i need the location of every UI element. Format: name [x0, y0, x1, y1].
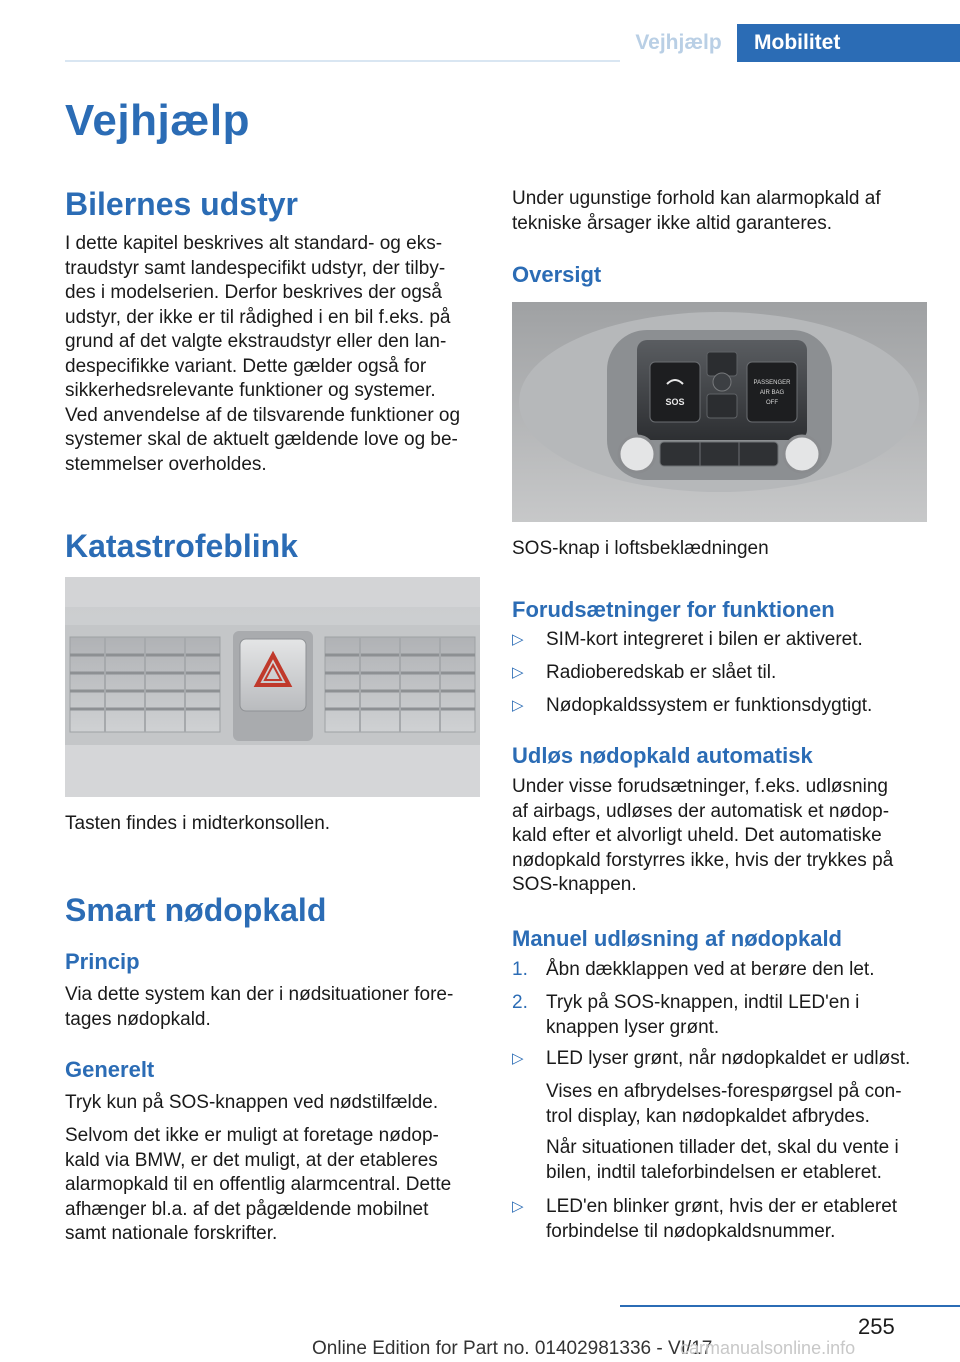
text-line: Vises en afbrydelses-forespørgsel på con‐: [546, 1081, 902, 1102]
text-line: grund af det valgte ekstraudstyr eller den lan‐: [65, 331, 447, 352]
equipment-paragraph: [65, 232, 483, 477]
prereq-item: [512, 661, 932, 687]
text-line: Selvom det ikke er muligt at foretage nødop‐: [65, 1125, 439, 1146]
text-line: afhænger bl.a. af det pågældende mobilnet: [65, 1198, 429, 1220]
passenger-airbag-indicator: [747, 362, 797, 422]
text-line: I dette kapitel beskrives alt standard- og eks‐: [65, 233, 443, 254]
watermark-text: carmanualsonline.info: [680, 1338, 856, 1358]
heading-generelt: Generelt: [65, 1057, 155, 1082]
result-subitem: [512, 1136, 932, 1186]
prereq-text: Radioberedskab er slået til.: [546, 662, 777, 683]
heading-forudsaetninger: Forudsætninger for funktionen: [512, 597, 835, 622]
step-text: [546, 991, 936, 1040]
text-line: kald via BMW, er det muligt, at der etableres: [65, 1149, 438, 1171]
text-line: Via dette system kan der i nødsituationer fore‐: [65, 984, 454, 1005]
intro-paragraph: [512, 187, 932, 236]
text-line: Når situationen tillader det, skal du vente i: [546, 1137, 899, 1158]
heading-bilernes-udstyr: Bilernes udstyr: [65, 186, 298, 222]
auto-paragraph: [512, 775, 932, 898]
triangle-bullet-icon: ▷: [512, 1050, 524, 1067]
text-line: nødopkald forstyrres ikke, hvis der trykkes på: [512, 849, 894, 871]
text-line: tekniske årsager ikke altid garanteres.: [512, 212, 832, 234]
hazard-console-illustration: [65, 577, 480, 797]
heading-katastrofeblink: Katastrofeblink: [65, 528, 298, 564]
triangle-bullet-icon: ▷: [512, 631, 524, 648]
result-item: [512, 1047, 932, 1073]
chapter-title: Vejhjælp: [65, 96, 250, 145]
hazard-button-image: [65, 577, 480, 797]
heading-oversigt: Oversigt: [512, 262, 602, 287]
tab-vejhjaelp[interactable]: Vejhjælp: [620, 24, 737, 62]
overview-caption: SOS-knap i loftsbeklædningen: [512, 538, 769, 559]
footer-rule: [620, 1305, 960, 1307]
text-line: despecifikke variant. Dette gælder også for: [65, 355, 427, 377]
heading-udlos-automatisk: Udløs nødopkald automatisk: [512, 743, 813, 768]
text-line: knappen lyser grønt.: [546, 1016, 720, 1038]
heading-smart-nodopkald: Smart nødopkald: [65, 892, 327, 928]
result-text: [546, 1136, 936, 1185]
text-line: Under ugunstige forhold kan alarmopkald af: [512, 188, 881, 209]
left-vent: [70, 637, 220, 732]
general-line: Tryk kun på SOS-knappen ved nødstilfælde.: [65, 1092, 439, 1113]
step-number: 1.: [512, 959, 528, 980]
sos-label: SOS: [665, 397, 685, 407]
text-line: traudstyr samt landespecifikt udstyr, der tilby‐: [65, 257, 446, 279]
hazard-caption: Tasten findes i midterkonsollen.: [65, 813, 331, 834]
text-line: tages nødopkald.: [65, 1008, 211, 1030]
prereq-item: [512, 694, 932, 720]
text-line: samt nationale forskrifter.: [65, 1223, 278, 1244]
sos-button-image: [512, 302, 927, 522]
hazard-button: [233, 631, 313, 741]
page-number: 255: [858, 1314, 895, 1339]
text-line: trol display, kan nødopkaldet afbrydes.: [546, 1105, 870, 1127]
text-line: bilen, indtil taleforbindelsen er etableret.: [546, 1161, 882, 1183]
text-line: Ved anvendelse af de tilsvarende funktioner og: [65, 404, 461, 426]
text-line: alarmopkald til en offentlig alarmcentral. Dette: [65, 1174, 452, 1195]
airbag-label: AIR BAG: [759, 390, 785, 396]
text-line: des i modelserien. Derfor beskrives der også: [65, 282, 443, 303]
result-text: [546, 1195, 936, 1244]
passenger-label: PASSENGER: [753, 380, 791, 386]
text-line: LED'en blinker grønt, hvis der er etableret: [546, 1196, 898, 1217]
text-line: Under visse forudsætninger, f.eks. udløsning: [512, 776, 888, 797]
triangle-bullet-icon: ▷: [512, 664, 524, 681]
triangle-bullet-icon: ▷: [512, 1198, 524, 1215]
off-label: OFF: [766, 400, 778, 406]
step-number: 2.: [512, 992, 528, 1013]
prereq-text: Nødopkaldssystem er funktionsdygtigt.: [546, 695, 873, 716]
text-line: forbindelse til nødopkaldsnummer.: [546, 1220, 836, 1242]
triangle-bullet-icon: ▷: [512, 697, 524, 714]
general-paragraph: [65, 1124, 483, 1247]
heading-princip: Princip: [65, 949, 140, 974]
text-line: stemmelser overholdes.: [65, 453, 267, 475]
text-line: Tryk på SOS-knappen, indtil LED'en i: [546, 992, 860, 1013]
step-item: [512, 958, 932, 984]
result-item: [512, 1195, 932, 1245]
text-line: systemer skal de aktuelt gældende love og be‐: [65, 429, 458, 450]
edition-text: Online Edition for Part no. 01402981336 - VI/17: [312, 1338, 713, 1359]
text-line: af airbags, udløses der automatisk et nødop‐: [512, 800, 890, 822]
text-line: SOS-knappen.: [512, 874, 637, 895]
result-text: LED lyser grønt, når nødopkaldet er udløst.: [546, 1048, 911, 1069]
heading-manuel-udlosning: Manuel udløsning af nødopkald: [512, 926, 842, 951]
right-vent: [325, 637, 475, 732]
principle-paragraph: [65, 983, 483, 1032]
text-line: sikkerhedsrelevante funktioner og systemer.: [65, 380, 436, 401]
sos-button: [650, 362, 700, 422]
result-text: [546, 1080, 936, 1129]
prereq-item: [512, 628, 932, 654]
tab-mobilitet[interactable]: Mobilitet: [737, 24, 960, 62]
prereq-text: SIM-kort integreret i bilen er aktiveret.: [546, 629, 863, 650]
text-line: kald efter et alvorligt uheld. Det automatiske: [512, 825, 882, 846]
result-subitem: [512, 1080, 932, 1130]
step-item: [512, 991, 932, 1041]
text-line: udstyr, der ikke er til rådighed i en bil f.eks. på: [65, 306, 451, 328]
overhead-console-illustration: [512, 302, 927, 522]
step-text: Åbn dækklappen ved at berøre den let.: [546, 959, 875, 980]
